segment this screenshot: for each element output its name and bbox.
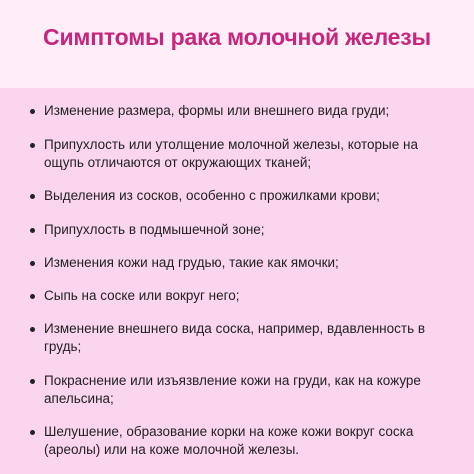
list-item	[28, 136, 448, 172]
bullet-icon	[30, 294, 35, 299]
list-item-text: Покраснение или изъязвление кожи на груди, как на кожуре апельсина;	[44, 373, 421, 406]
bullet-icon	[30, 379, 35, 384]
list-item	[28, 221, 448, 239]
list-item	[28, 287, 448, 305]
list-item-text: Шелушение, образование корки на коже кожи вокруг соска (ареолы) или на коже молочной железы.	[44, 424, 414, 457]
bullet-icon	[30, 109, 35, 114]
bullet-icon	[30, 430, 35, 435]
bullet-icon	[30, 143, 35, 148]
list-item-text: Сыпь на соске или вокруг него;	[44, 288, 240, 303]
list-item-text: Припухлость или утолщение молочной железы, которые на ощупь отличаются от окружающих тканей;	[44, 137, 418, 170]
list-item-text: Изменение внешнего вида соска, например, вдавленность в грудь;	[44, 321, 426, 354]
bullet-icon	[30, 194, 35, 199]
list-item	[28, 187, 448, 205]
list-item	[28, 423, 448, 459]
wave-divider	[0, 60, 474, 100]
list-item-text: Припухлость в подмышечной зоне;	[44, 222, 265, 237]
list-item-text: Изменение размера, формы или внешнего вида груди;	[44, 103, 390, 118]
bullet-icon	[30, 228, 35, 233]
symptom-list	[28, 102, 448, 459]
page-title: Симптомы рака молочной железы	[43, 24, 431, 50]
list-item-text: Выделения из сосков, особенно с прожилками крови;	[44, 188, 380, 203]
bullet-icon	[30, 327, 35, 332]
list-item	[28, 254, 448, 272]
list-item	[28, 372, 448, 408]
list-item-text: Изменения кожи над грудью, такие как ямочки;	[44, 255, 339, 270]
bullet-icon	[30, 261, 35, 266]
list-item	[28, 102, 448, 120]
list-item	[28, 320, 448, 356]
